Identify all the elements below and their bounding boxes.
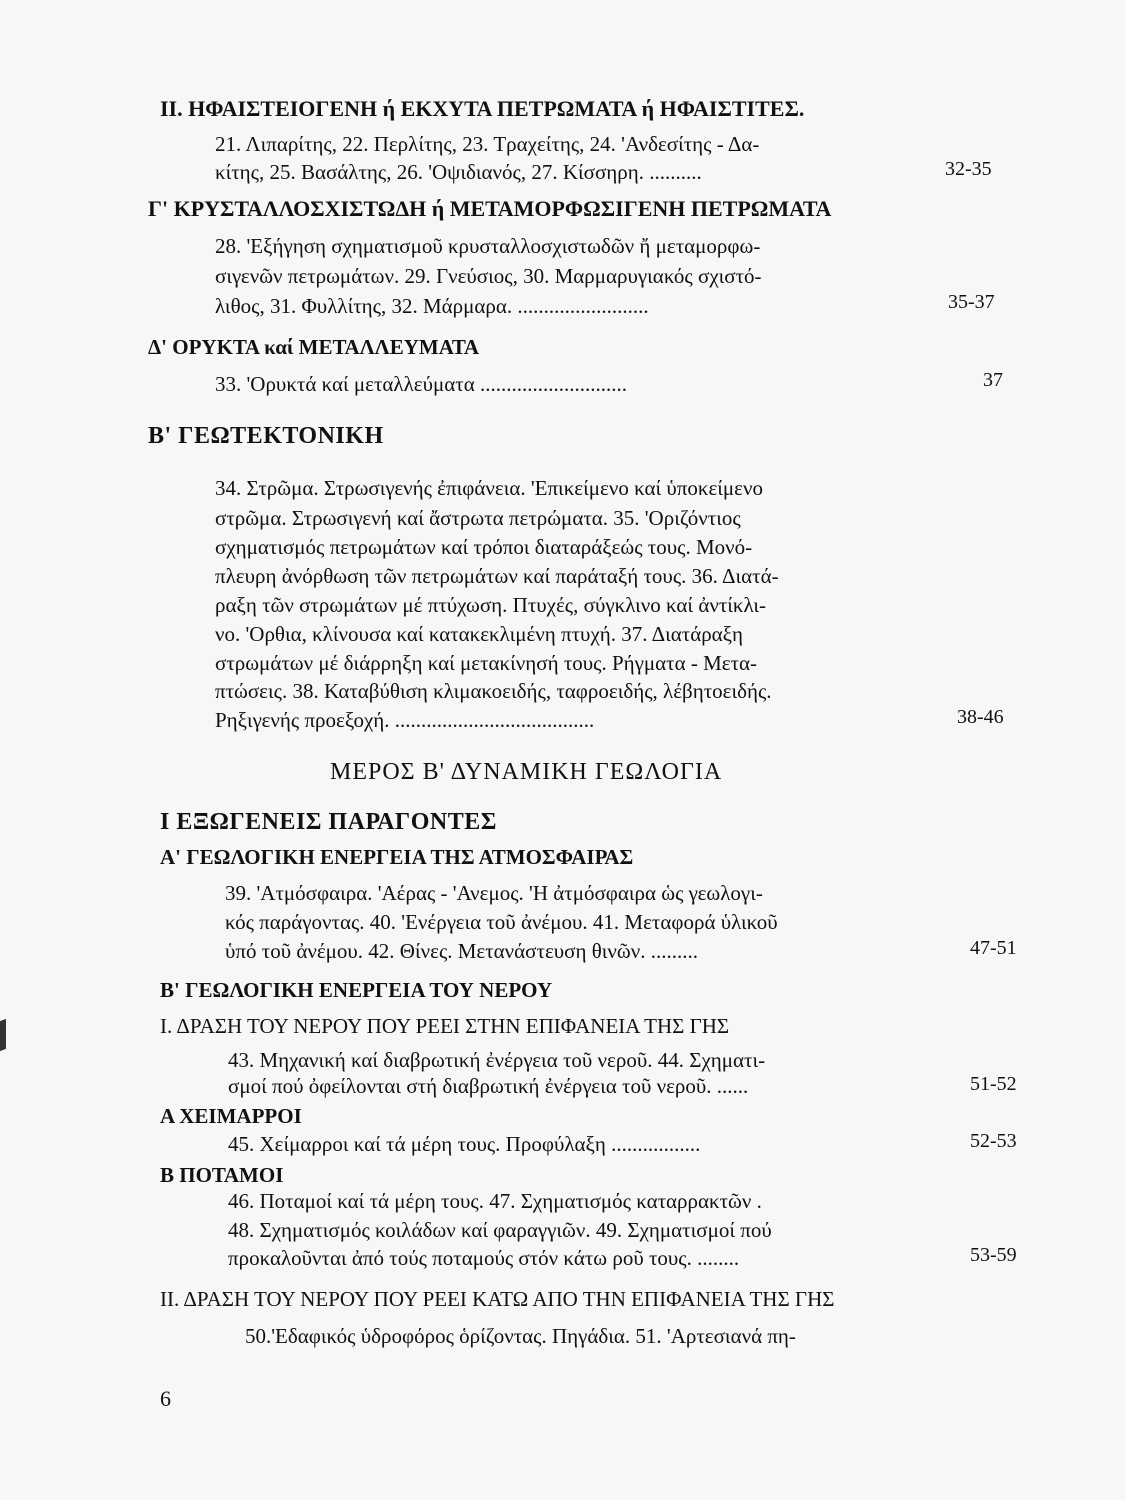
- page-range: 53-59: [970, 1244, 1017, 1266]
- toc-entry-line: στρωμάτων μέ διάρρηξη καί μετακίνησή τους. Ρήγματα - Μετα-: [215, 651, 758, 675]
- subsection-heading: ΙΙ. ΔΡΑΣΗ ΤΟΥ ΝΕΡΟΥ ΠΟΥ ΡΕΕΙ ΚΑΤΩ ΑΠΟ ΤΗΝ ΕΠΙΦΑΝΕΙΑ ΤΗΣ ΓΗΣ: [160, 1287, 835, 1311]
- subsection-heading: Α ΧΕΙΜΑΡΡΟΙ: [160, 1104, 302, 1128]
- toc-entry-line: προκαλοῦνται ἀπό τούς ποταμούς στόν κάτω ροῦ τους. ........: [228, 1246, 740, 1270]
- toc-entry-line: Ρηξιγενής προεξοχή. ......................................: [215, 708, 595, 732]
- section-heading: II. ΗΦΑΙΣΤΕΙΟΓΕΝΗ ή ΕΚΧΥΤΑ ΠΕΤΡΩΜΑΤΑ ή ΗΦΑΙΣΤΙΤΕΣ.: [160, 96, 805, 121]
- page-range: 32-35: [945, 158, 992, 180]
- toc-entry-line: λιθος, 31. Φυλλίτης, 32. Μάρμαρα. .........................: [215, 294, 649, 318]
- section-heading: Δ' ΟΡΥΚΤΑ καί ΜΕΤΑΛΛΕΥΜΑΤΑ: [148, 335, 479, 359]
- chapter-heading: Β' ΓΕΩΤΕΚΤΟΝΙΚΗ: [148, 423, 384, 449]
- toc-entry-line: 50.'Εδαφικός ὑδροφόρος ὁρίζοντας. Πηγάδια. 51. 'Αρτεσιανά πη-: [245, 1324, 796, 1348]
- page-range: 35-37: [948, 291, 995, 313]
- section-heading: Β' ΓΕΩΛΟΓΙΚΗ ΕΝΕΡΓΕΙΑ ΤΟΥ ΝΕΡΟΥ: [160, 978, 553, 1002]
- section-heading: Α' ΓΕΩΛΟΓΙΚΗ ΕΝΕΡΓΕΙΑ ΤΗΣ ΑΤΜΟΣΦΑΙΡΑΣ: [160, 845, 634, 869]
- toc-entry-line: κός παράγοντας. 40. 'Ενέργεια τοῦ ἀνέμου. 41. Μεταφορά ὑλικοῦ: [225, 910, 778, 934]
- section-heading: Γ' ΚΡΥΣΤΑΛΛΟΣΧΙΣΤΩΔΗ ή ΜΕΤΑΜΟΡΦΩΣΙΓΕΝΗ ΠΕΤΡΩΜΑΤΑ: [148, 196, 832, 221]
- toc-entry-line: στρῶμα. Στρωσιγενή καί ἄστρωτα πετρώματα. 35. 'Οριζόντιος: [215, 506, 741, 530]
- binding-mark: [0, 1019, 6, 1051]
- toc-entry-line: 28. 'Εξήγηση σχηματισμοῦ κρυσταλλοσχιστωδῶν ἤ μεταμορφω-: [215, 234, 761, 258]
- toc-entry-line: σχηματισμός πετρωμάτων καί τρόποι διαταράξεώς τους. Μονό-: [215, 535, 753, 559]
- toc-entry-line: πλευρη ἀνόρθωση τῶν πετρωμάτων καί παράταξή τους. 36. Διατά-: [215, 564, 779, 588]
- toc-entry-line: 34. Στρῶμα. Στρωσιγενής ἐπιφάνεια. 'Επικείμενο καί ὑποκείμενο: [215, 476, 763, 500]
- toc-entry-line: σιγενῶν πετρωμάτων. 29. Γνεύσιος, 30. Μαρμαρυγιακός σχιστό-: [215, 264, 762, 288]
- page-number: 6: [160, 1386, 171, 1411]
- page-range: 38-46: [957, 706, 1004, 728]
- toc-entry-line: 33. 'Ορυκτά καί μεταλλεύματα ............................: [215, 372, 627, 396]
- page-range: 52-53: [970, 1130, 1017, 1152]
- toc-entry-line: 21. Λιπαρίτης, 22. Περλίτης, 23. Τραχείτης, 24. 'Ανδεσίτης - Δα-: [215, 132, 760, 156]
- subsection-heading: Ι. ΔΡΑΣΗ ΤΟΥ ΝΕΡΟΥ ΠΟΥ ΡΕΕΙ ΣΤΗΝ ΕΠΙΦΑΝΕΙΑ ΤΗΣ ΓΗΣ: [160, 1014, 730, 1038]
- page-range: 47-51: [970, 937, 1017, 959]
- toc-entry-line: νο. 'Ορθια, κλίνουσα καί κατακεκλιμένη πτυχή. 37. Διατάραξη: [215, 622, 744, 646]
- toc-entry-line: κίτης, 25. Βασάλτης, 26. 'Οψιδιανός, 27. Κίσσηρη. ..........: [215, 160, 702, 184]
- toc-entry-line: πτώσεις. 38. Καταβύθιση κλιμακοειδής, ταφροειδής, λέβητοειδής.: [215, 679, 772, 703]
- toc-entry-line: 43. Μηχανική καί διαβρωτική ἐνέργεια τοῦ νεροῦ. 44. Σχηματι-: [228, 1048, 766, 1072]
- page-range: 37: [983, 369, 1003, 391]
- chapter-heading: Ι ΕΞΩΓΕΝΕΙΣ ΠΑΡΑΓΟΝΤΕΣ: [160, 809, 497, 835]
- page-range: 51-52: [970, 1073, 1017, 1095]
- subsection-heading: Β ΠΟΤΑΜΟΙ: [160, 1163, 284, 1187]
- toc-entry-line: 46. Ποταμοί καί τά μέρη τους. 47. Σχηματισμός καταρρακτῶν .: [228, 1189, 762, 1213]
- toc-entry-line: 48. Σχηματισμός κοιλάδων καί φαραγγιῶν. 49. Σχηματισμοί πού: [228, 1218, 772, 1242]
- toc-entry-line: ραξη τῶν στρωμάτων μέ πτύχωση. Πτυχές, σύγκλινο καί ἀντίκλι-: [215, 593, 767, 617]
- part-heading: ΜΕΡΟΣ Β' ΔΥΝΑΜΙΚΗ ΓΕΩΛΟΓΙΑ: [330, 759, 723, 785]
- toc-entry-line: σμοί πού ὀφείλονται στή διαβρωτική ἐνέργεια τοῦ νεροῦ. ......: [228, 1074, 749, 1098]
- toc-entry-line: ὑπό τοῦ ἀνέμου. 42. Θίνες. Μετανάστευση θινῶν. .........: [225, 939, 698, 963]
- toc-entry-line: 45. Χείμαρροι καί τά μέρη τους. Προφύλαξη .................: [228, 1132, 701, 1156]
- toc-entry-line: 39. 'Ατμόσφαιρα. 'Αέρας - 'Ανεμος. 'Η ἀτμόσφαιρα ὡς γεωλογι-: [225, 881, 763, 905]
